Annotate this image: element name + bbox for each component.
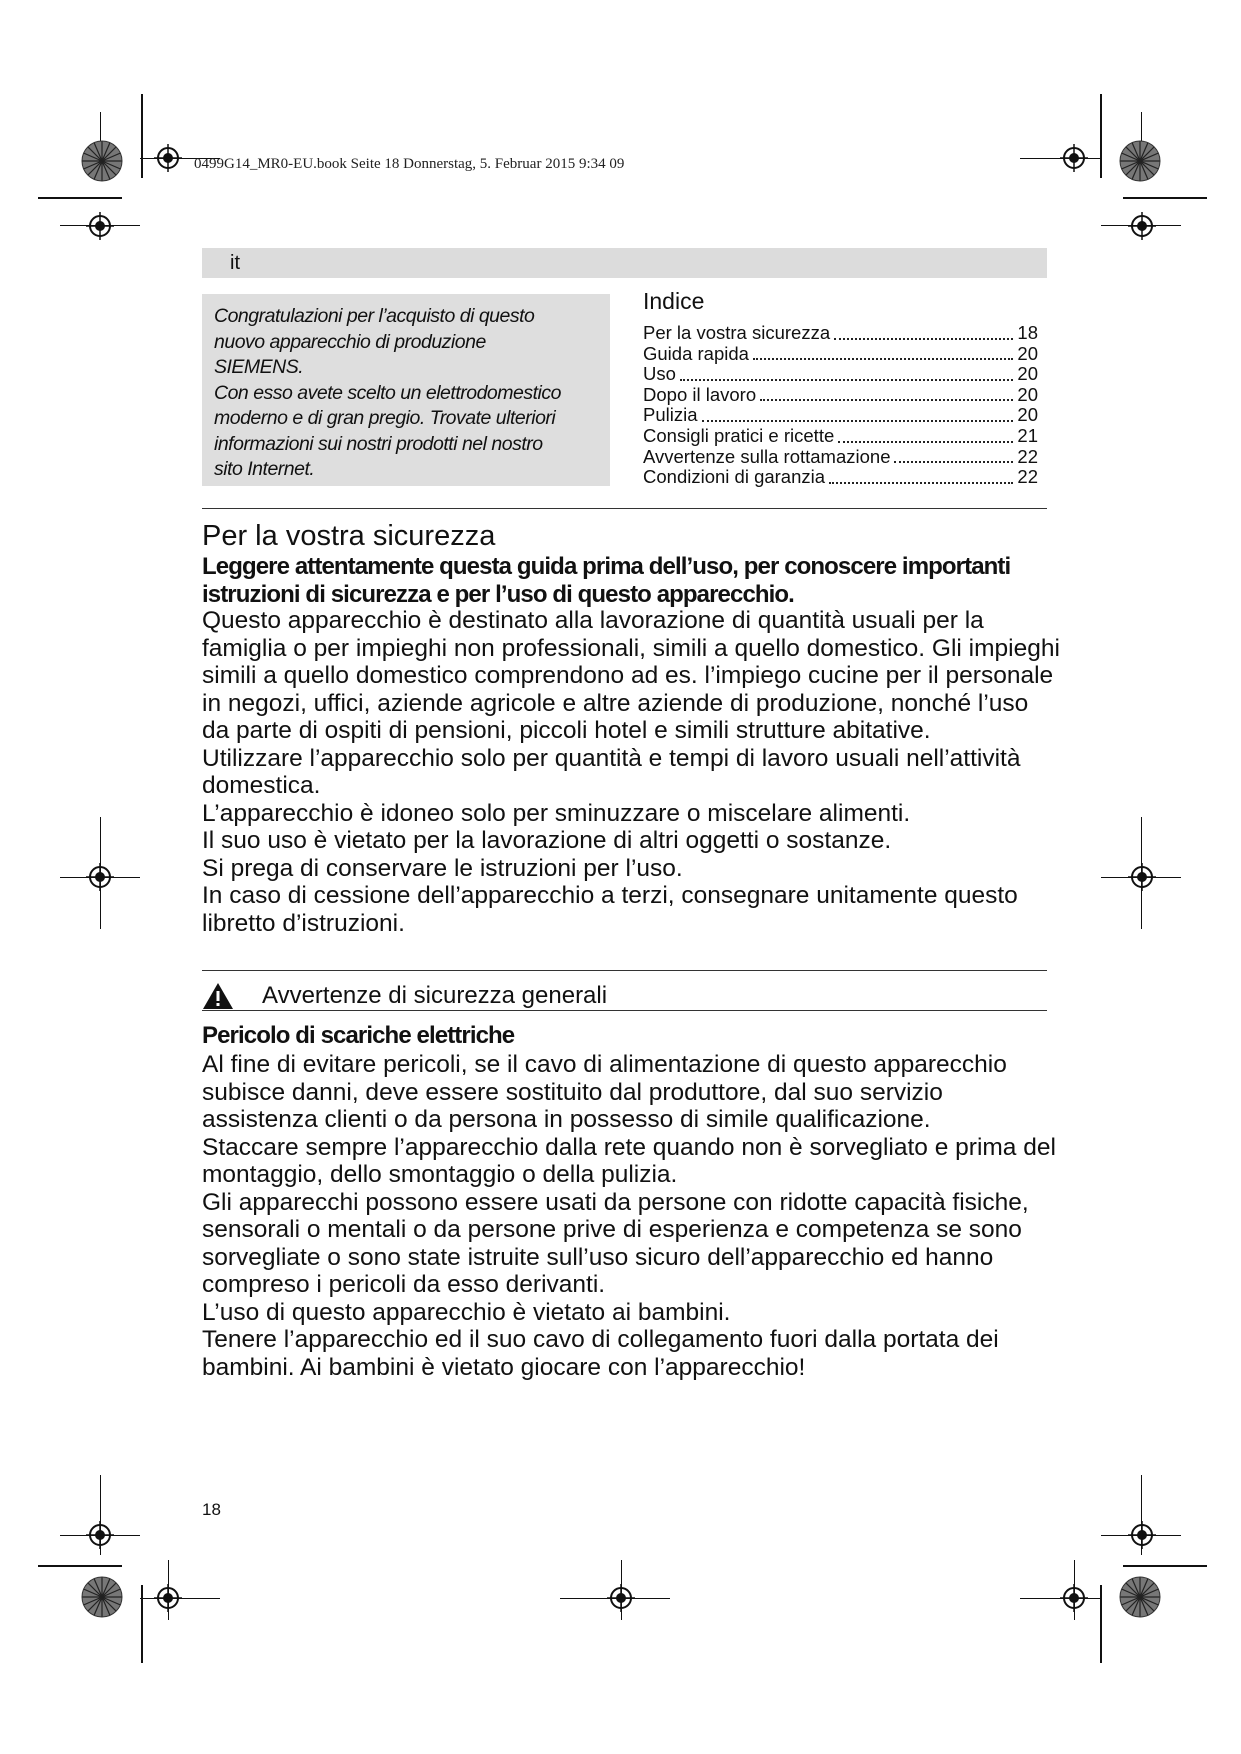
toc-leader [894, 461, 1013, 463]
crop-line [60, 1535, 140, 1536]
language-bar [202, 248, 1047, 278]
paragraph: L’uso di questo apparecchio è vietato ai bambini. [202, 1298, 731, 1326]
index-title: Indice [643, 288, 705, 314]
paragraph: In caso di cessione dell’apparecchio a terzi, consegnare unitamente questo libretto d’istruzioni. [202, 882, 1018, 937]
warning-heading [202, 982, 607, 1010]
language-tag: it [230, 252, 240, 274]
intro-line: Con esso avete scelto un elettrodomestico [214, 381, 561, 404]
intro-line: nuovo apparecchio di produzione [214, 330, 486, 353]
toc-page: 20 [1017, 363, 1038, 385]
section-lead: Leggere attentamente questa guida prima dell’uso, per conoscere importanti istruzioni di sicurezza e per l’uso di questo apparecchio. [202, 553, 1011, 608]
toc-page: 20 [1017, 404, 1038, 426]
toc-leader [702, 420, 1014, 422]
crop-line [140, 1598, 220, 1599]
toc-label: Uso [643, 363, 676, 385]
toc-entry[interactable] [643, 426, 1038, 447]
section-title: Per la vostra sicurezza [202, 520, 496, 552]
crop-line [560, 1598, 670, 1599]
section-body [202, 607, 1062, 937]
crop-line [1141, 817, 1142, 929]
paragraph: Tenere l’apparecchio ed il suo cavo di collegamento fuori dalla portata dei bambini. Ai bambini è vietato giocare con l’apparecchio! [202, 1326, 999, 1381]
toc-leader [829, 482, 1013, 484]
paragraph: L’apparecchio è idoneo solo per sminuzzare o miscelare alimenti. [202, 799, 911, 827]
toc-page: 22 [1017, 466, 1038, 488]
toc-leader [834, 338, 1013, 340]
subsection-title: Pericolo di scariche elettriche [202, 1022, 515, 1049]
toc-page: 21 [1017, 424, 1038, 446]
crop-line [141, 1585, 143, 1663]
toc-page: 20 [1017, 383, 1038, 405]
toc-label: Avvertenze sulla rottamazione [643, 445, 891, 467]
toc-label: Consigli pratici e ricette [643, 424, 835, 446]
paragraph: Si prega di conservare le istruzioni per l’uso. [202, 854, 683, 882]
section-divider [202, 970, 1047, 971]
page-number: 18 [202, 1500, 221, 1519]
crop-line [38, 197, 122, 199]
toc-label: Dopo il lavoro [643, 383, 757, 405]
toc-entry[interactable] [643, 364, 1038, 385]
toc-label: Condizioni di garanzia [643, 466, 826, 488]
toc-entry[interactable] [643, 467, 1038, 488]
intro-box [202, 294, 610, 486]
paragraph: Staccare sempre l’apparecchio dalla rete quando non è sorvegliato e prima del montaggio, dello smontaggio o della pulizia. [202, 1133, 1056, 1188]
paragraph: Il suo uso è vietato per la lavorazione di altri oggetti o sostanze. [202, 827, 892, 854]
intro-line: moderno e di gran pregio. Trovate ulteriori [214, 407, 556, 429]
crop-line [100, 1475, 101, 1555]
toc-leader [753, 358, 1013, 360]
intro-text [214, 304, 606, 483]
toc-page: 18 [1017, 322, 1038, 343]
crop-line [1100, 1585, 1102, 1663]
crop-line [1123, 1565, 1207, 1567]
crop-line [38, 1565, 122, 1567]
crop-line [1101, 877, 1181, 878]
intro-line: sito Internet. [214, 458, 315, 480]
crop-line [1020, 1598, 1100, 1599]
toc-label: Per la vostra sicurezza [643, 322, 831, 343]
toc-entry[interactable] [643, 385, 1038, 406]
color-target-icon [81, 1576, 123, 1618]
crop-line [1123, 197, 1207, 199]
intro-line: SIEMENS. [214, 356, 304, 378]
toc-leader [760, 399, 1013, 401]
crop-line [100, 817, 101, 929]
warning-heading-text: Avvertenze di sicurezza generali [262, 982, 608, 1009]
section-divider [202, 1010, 1047, 1011]
toc-page: 20 [1017, 342, 1038, 364]
intro-line: Congratulazioni per l’acquisto di questo [214, 305, 535, 327]
color-target-icon [81, 140, 123, 182]
paragraph: Gli apparecchi possono essere usati da persone con ridotte capacità fisiche, sensorali o mentali o da persone prive di esperienza e competenza se sono sorvegliate o sono state istruite sull’uso sicuro dell’apparecchio ed hanno compreso i pericoli da esso derivanti. [202, 1188, 1029, 1298]
paragraph: Utilizzare l’apparecchio solo per quantità e tempi di lavoro usuali nell’attività domestica. [202, 744, 1021, 799]
crop-line [1101, 1535, 1181, 1536]
subsection-body [202, 1051, 1062, 1381]
crop-line [621, 1560, 622, 1620]
toc-leader [680, 379, 1014, 381]
intro-line: informazioni sui nostri prodotti nel nostro [214, 432, 543, 455]
print-file-header: 0499G14_MR0-EU.book Seite 18 Donnerstag, 5. Februar 2015 9:34 09 [194, 156, 625, 172]
paragraph: Questo apparecchio è destinato alla lavorazione di quantità usuali per la famiglia o per impieghi non professionali, simili a quello domestico. Gli impieghi simili a quello domestico comprendono ad es. l’impiego cucine per il personale in negozi, uffici, aziende agricole e altre aziende di produzione, nonché l’uso da parte di ospiti di pensioni, piccoli hotel e simili strutture abitative. [202, 607, 1060, 744]
toc-entry[interactable] [643, 447, 1038, 468]
crop-line [60, 877, 140, 878]
registration-mark-icon [1128, 212, 1156, 240]
crop-line [1100, 94, 1102, 178]
toc-label: Guida rapida [643, 342, 749, 364]
crop-line [1141, 1475, 1142, 1555]
crop-line [168, 1560, 169, 1620]
registration-mark-icon [86, 212, 114, 240]
crop-line [141, 94, 143, 178]
color-target-icon [1119, 1576, 1161, 1618]
toc-page: 22 [1017, 445, 1038, 467]
section-divider [202, 508, 1047, 509]
toc-entry[interactable] [643, 344, 1038, 365]
color-target-icon [1119, 140, 1161, 182]
crop-line [1074, 1560, 1075, 1620]
table-of-contents [643, 323, 1038, 488]
toc-label: Pulizia [643, 404, 698, 426]
crop-line [1020, 158, 1100, 159]
toc-leader [838, 441, 1013, 443]
toc-entry[interactable] [643, 405, 1038, 426]
paragraph: Al fine di evitare pericoli, se il cavo di alimentazione di questo apparecchio subisce danni, deve essere sostituito dal produttore, dal suo servizio assistenza clienti o da persona in possesso di simile qualificazione. [202, 1051, 1007, 1133]
warning-triangle-icon [202, 982, 234, 1010]
toc-entry[interactable] [643, 323, 1038, 344]
